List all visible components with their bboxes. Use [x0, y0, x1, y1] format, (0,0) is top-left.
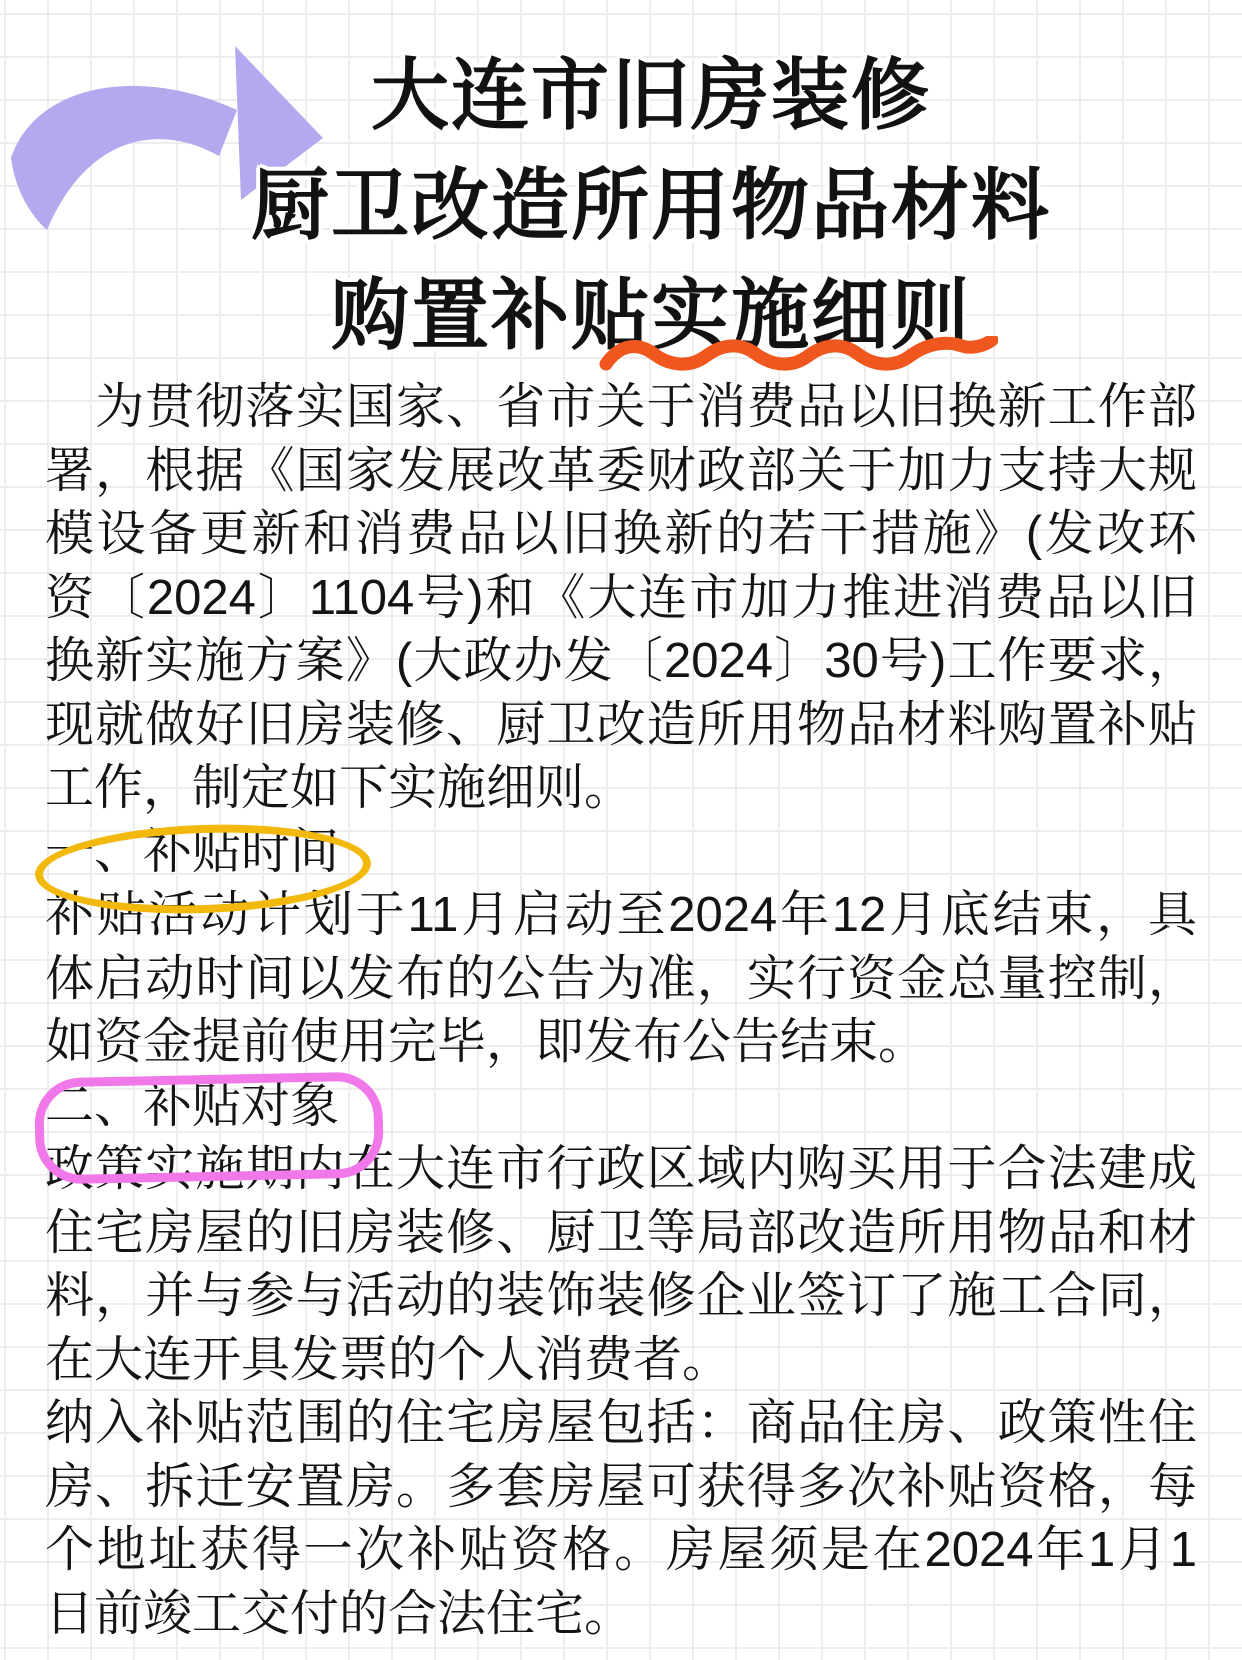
wavy-underline: [598, 336, 998, 376]
body-line: 纳入补贴范围的住宅房屋包括：商品住房、政策性住: [45, 1396, 1197, 1450]
body-line: 为贯彻落实国家、省市关于消费品以旧换新工作部: [45, 380, 1197, 434]
body-text: [45, 376, 1197, 1646]
body-line: 模设备更新和消费品以旧换新的若干措施》(发改环: [45, 507, 1197, 561]
section-header-text: 二、补贴对象: [45, 1078, 340, 1133]
section-header-wrap: [45, 1075, 339, 1139]
page-title: [60, 40, 1242, 370]
page-title-line-1: 大连市旧房装修: [370, 51, 931, 139]
body-line: 补贴活动计划于11月启动至2024年12月底结束，具: [45, 888, 1197, 942]
body-line: 房、拆迁安置房。多套房屋可获得多次补贴资格，每: [45, 1459, 1197, 1514]
body-line: 料，并与参与活动的装饰装修企业签订了施工合同，: [45, 1269, 1197, 1323]
page-title-line-2: 厨卫改造所用物品材料: [250, 161, 1051, 249]
body-line: 署，根据《国家发展改革委财政部关于加力支持大规: [45, 443, 1197, 498]
body-line: 住宅房屋的旧房装修、厨卫等局部改造所用物品和材: [45, 1205, 1197, 1260]
body-line: 在大连开具发票的个人消费者。: [45, 1332, 732, 1387]
section-header: [45, 821, 1197, 885]
body-line: 现就做好旧房装修、厨卫改造所用物品材料购置补贴: [45, 697, 1197, 752]
body-line: 换新实施方案》(大政办发〔2024〕30号)工作要求，: [45, 634, 1197, 688]
section-header: [45, 1075, 1197, 1139]
page-title-line-3: 购置补贴实施细则: [330, 271, 971, 359]
body-line: 如资金提前使用完毕，即发布公告结束。: [45, 1015, 928, 1069]
body-line: 日前竣工交付的合法住宅。: [45, 1586, 634, 1641]
body-line: 体启动时间以发布的公告为准，实行资金总量控制，: [45, 951, 1197, 1006]
section-header-wrap: [45, 821, 339, 885]
body-line: 工作，制定如下实施细则。: [45, 761, 634, 815]
body-line: 政策实施期内在大连市行政区域内购买用于合法建成: [45, 1142, 1197, 1196]
wavy-underline-stroke: [606, 340, 992, 364]
body-line: 个地址获得一次补贴资格。房屋须是在2024年1月1: [45, 1523, 1197, 1577]
body-line: 资〔2024〕1104号)和《大连市加力推进消费品以旧: [45, 570, 1197, 625]
section-header-text: 一、补贴时间: [45, 824, 340, 879]
